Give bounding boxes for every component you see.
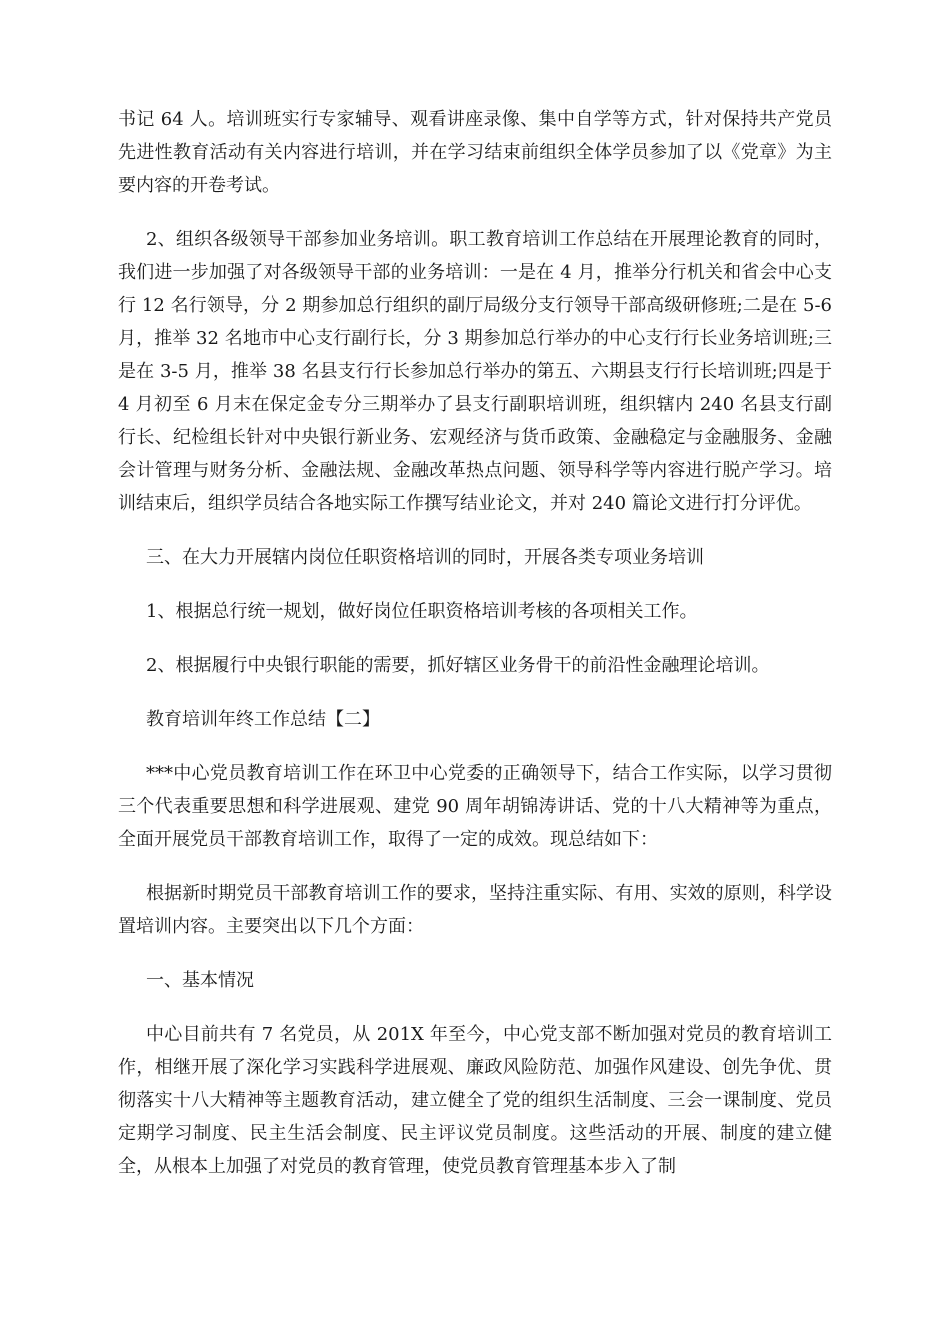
paragraph-5: 2、根据履行中央银行职能的需要，抓好辖区业务骨干的前沿性金融理论培训。 — [146, 655, 770, 676]
paragraph-9: 一、基本情况 — [146, 970, 254, 991]
paragraph-3: 三、在大力开展辖内岗位任职资格培训的同时，开展各类专项业务培训 — [146, 547, 704, 568]
paragraph-1: 书记 64 人。培训班实行专家辅导、观看讲座录像、集中自学等方式，针对保持共产党员先进性教育活动有关内容进行培训，并在学习结束前组织全体学员参加了以《党章》为主要内容的开卷考试。 — [118, 109, 832, 196]
paragraph-8: 根据新时期党员干部教育培训工作的要求，坚持注重实际、有用、实效的原则，科学设置培训内容。主要突出以下几个方面： — [118, 883, 832, 937]
section-heading: 教育培训年终工作总结【二】 — [146, 709, 380, 730]
paragraph-7: ***中心党员教育培训工作在环卫中心党委的正确领导下，结合工作实际，以学习贯彻三个代表重要思想和科学进展观、建党 90 周年胡锦涛讲话、党的十八大精神等为重点，全面开展党员干部教育培训工作，取得了一定的成效。现总结如下： — [118, 763, 832, 850]
paragraph-10: 中心目前共有 7 名党员，从 201X 年至今，中心党支部不断加强对党员的教育培训工作，相继开展了深化学习实践科学进展观、廉政风险防范、加强作风建设、创先争优、贯彻落实十八大精神等主题教育活动，建立健全了党的组织生活制度、三会一课制度、党员定期学习制度、民主生活会制度、民主评议党员制度。这些活动的开展、制度的建立健全，从根本上加强了对党员的教育管理，使党员教育管理基本步入了制 — [118, 1024, 832, 1177]
paragraph-2: 2、组织各级领导干部参加业务培训。职工教育培训工作总结在开展理论教育的同时，我们进一步加强了对各级领导干部的业务培训：一是在 4 月，推举分行机关和省会中心支行 12 名行领导，分 2 期参加总行组织的副厅局级分支行领导干部高级研修班;二是在 5-6 月，推举 32 名地市中心支行副行长，分 3 期参加总行举办的中心支行行长业务培训班;三是在 3-5 月，推举 38 名县支行行长参加总行举办的第五、六期县支行行长培训班;四是于 4 月初至 6 月末在保定金专分三期举办了县支行副职培训班，组织辖内 240 名县支行副行长、纪检组长针对中央银行新业务、宏观经济与货币政策、金融稳定与金融服务、金融会计管理与财务分析、金融法规、金融改革热点问题、领导科学等内容进行脱产学习。培训结束后，组织学员结合各地实际工作撰写结业论文，并对 240 篇论文进行打分评优。 — [118, 229, 832, 514]
document-body — [118, 103, 832, 1204]
paragraph-4: 1、根据总行统一规划，做好岗位任职资格培训考核的各项相关工作。 — [146, 601, 698, 622]
